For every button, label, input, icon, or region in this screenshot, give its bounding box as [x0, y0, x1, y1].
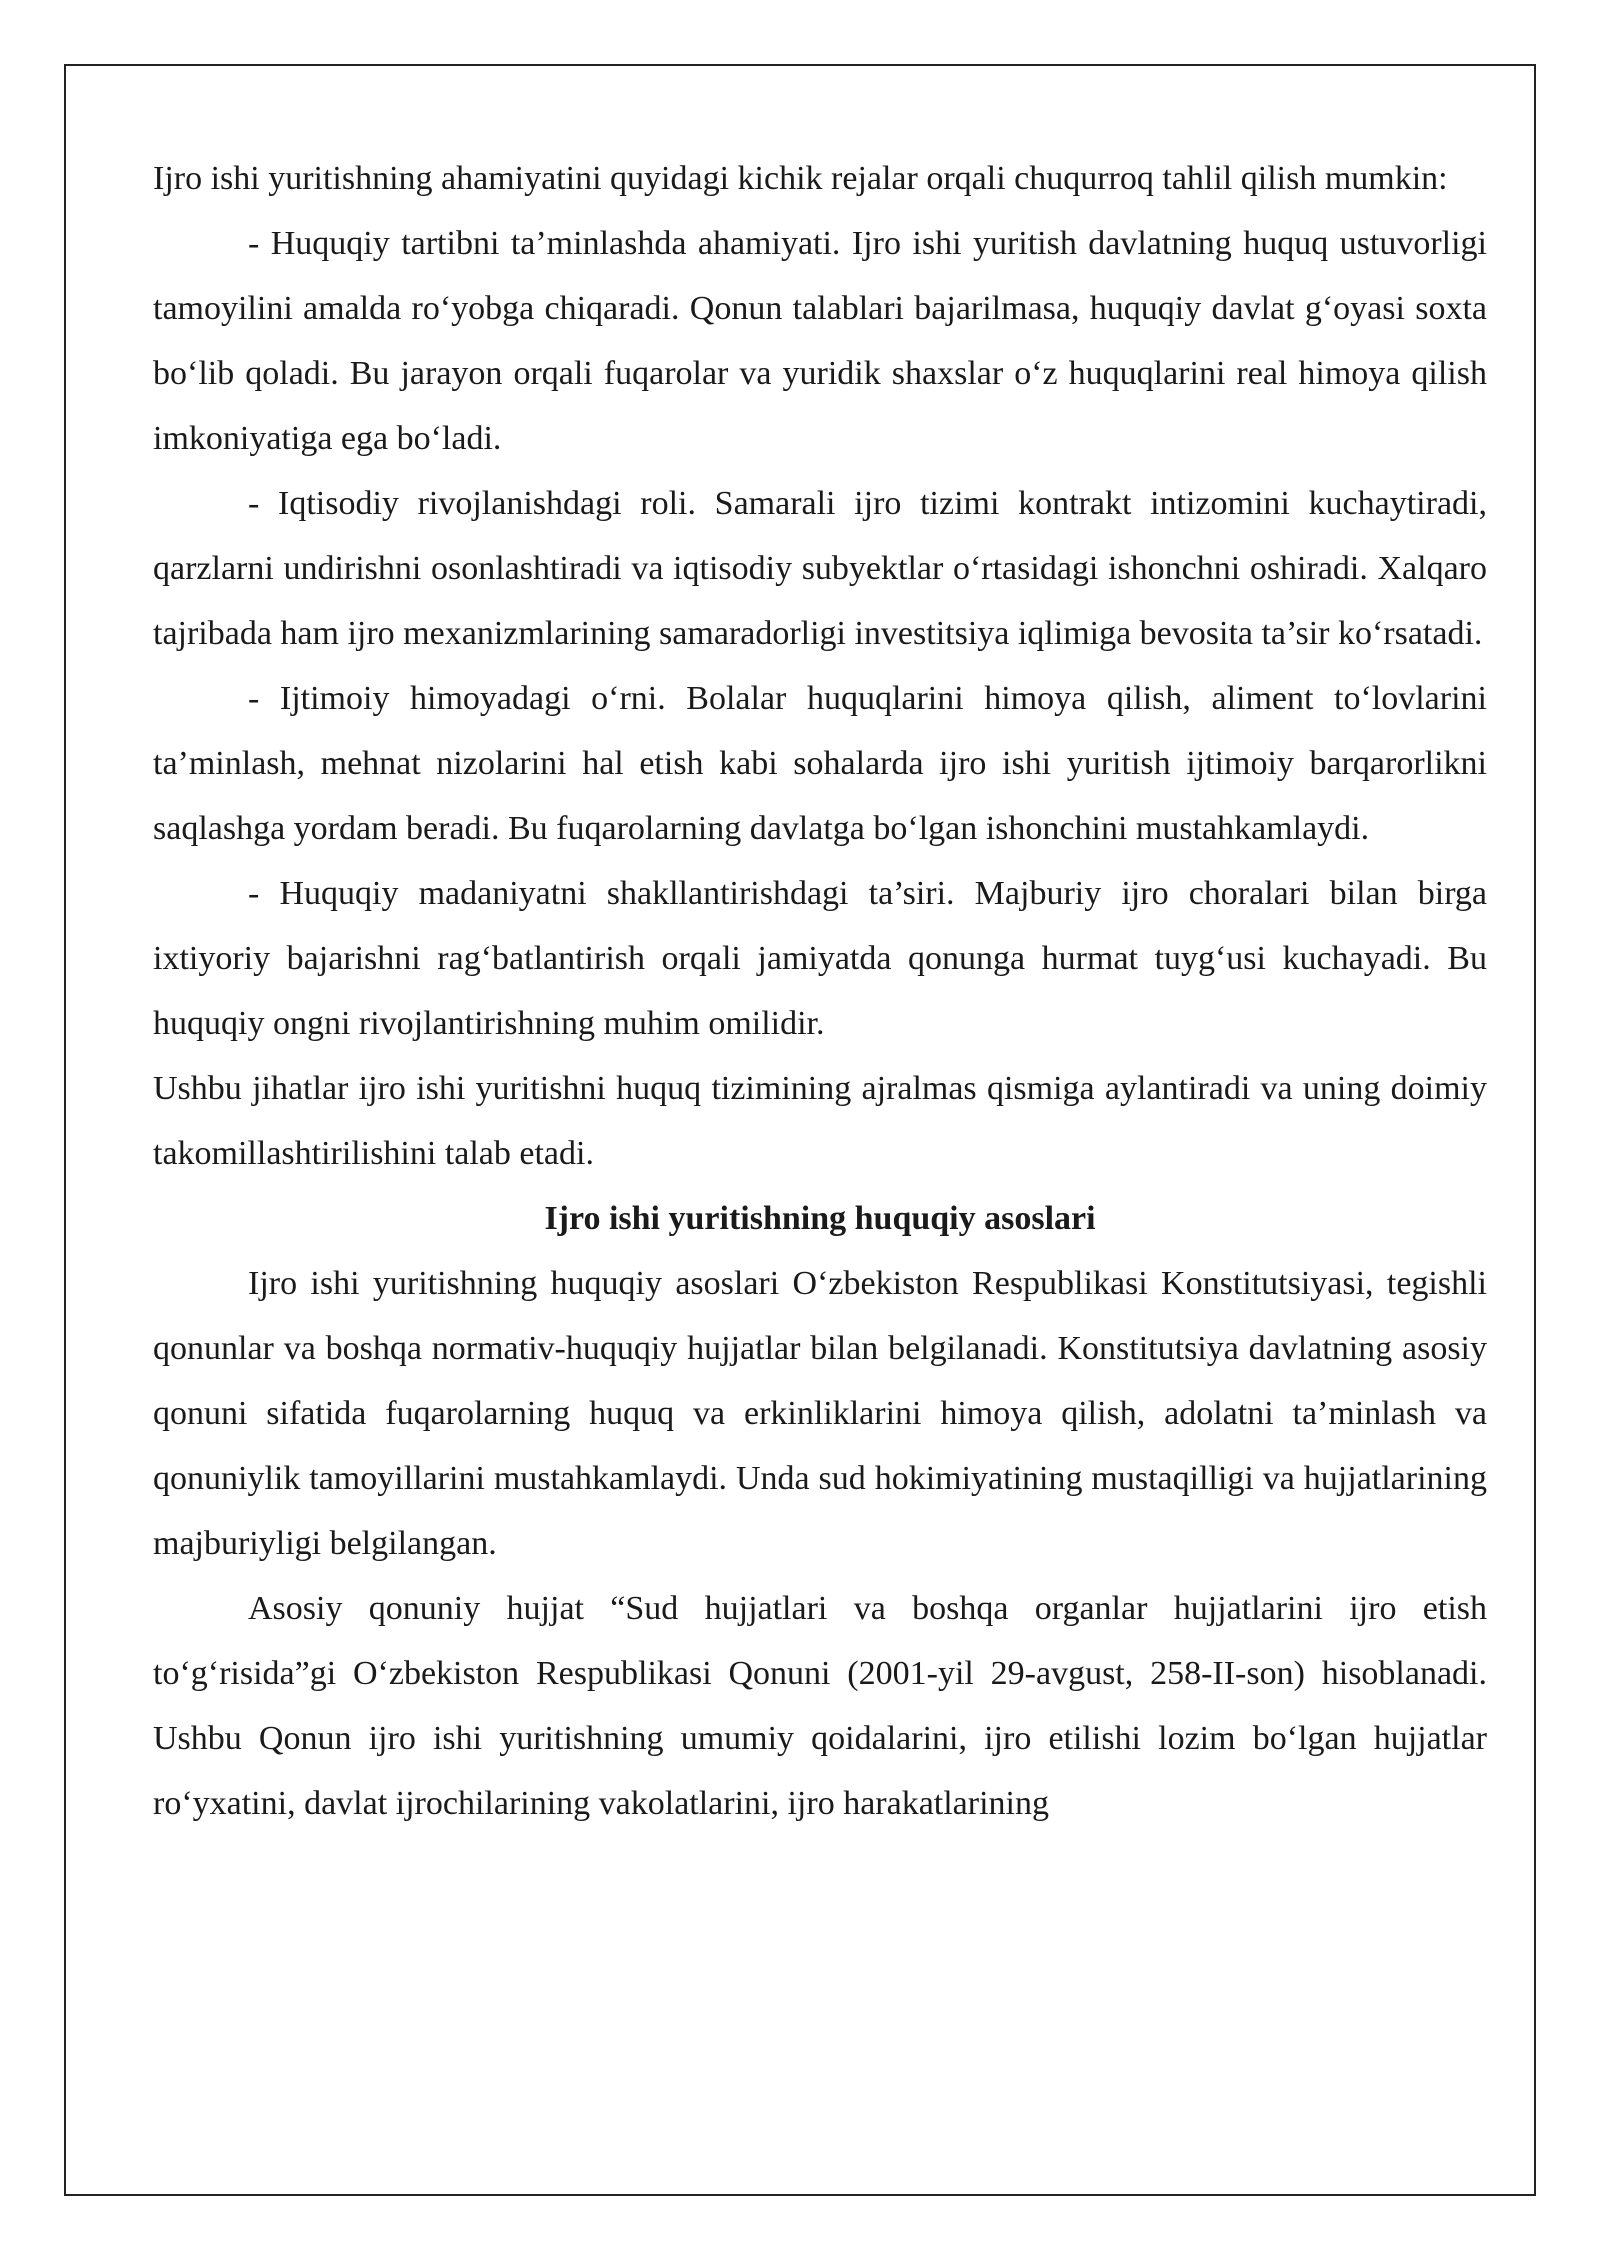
main-law-paragraph: Asosiy qonuniy hujjat “Sud hujjatlari va boshqa organlar hujjatlarini ijro etish to‘g‘risida”gi O‘zbekiston Respublikasi Qonuni (2001-yil 29-avgust, 258-II-son) hisoblanadi. Ushbu Qonun ijro ishi yuritishning umumiy qoidalarini, ijro etilishi lozim bo‘lgan hujjatlar ro‘yxatini, davlat ijrochilarining vakolatlarini, ijro harakatlarining — [153, 1590, 1487, 1822]
summary-paragraph: Ushbu jihatlar ijro ishi yuritishni huquq tizimining ajralmas qismiga aylantiradi va uning doimiy takomillashtirilishini talab etadi. — [153, 1070, 1487, 1172]
point-legal-culture: - Huquqiy madaniyatni shakllantirishdagi ta’siri. Majburiy ijro choralari bilan birga ixtiyoriy bajarishni rag‘batlantirish orqali jamiyatda qonunga hurmat tuyg‘usi kuchayadi. Bu huquqiy ongni rivojlantirishning muhim omilidir. — [153, 875, 1487, 1042]
document-body — [153, 146, 1487, 1836]
point-economic-role: - Iqtisodiy rivojlanishdagi roli. Samarali ijro tizimi kontrakt intizomini kuchaytiradi, qarzlarni undirishni osonlashtiradi va iqtisodiy subyektlar o‘rtasidagi ishonchni oshiradi. Xalqaro tajribada ham ijro mexanizmlarining samaradorligi investitsiya iqlimiga bevosita ta’sir ko‘rsatadi. — [153, 485, 1487, 652]
point-social-protection: - Ijtimoiy himoyadagi o‘rni. Bolalar huquqlarini himoya qilish, aliment to‘lovlarini ta’minlash, mehnat nizolarini hal etish kabi sohalarda ijro ishi yuritish ijtimoiy barqarorlikni saqlashga yordam beradi. Bu fuqarolarning davlatga bo‘lgan ishonchini mustahkamlaydi. — [153, 680, 1487, 847]
section-heading: Ijro ishi yuritishning huquqiy asoslari — [544, 1200, 1096, 1237]
point-legal-order: - Huquqiy tartibni ta’minlashda ahamiyati. Ijro ishi yuritish davlatning huquq ustuvorligi tamoyilini amalda ro‘yobga chiqaradi. Qonun talablari bajarilmasa, huquqiy davlat g‘oyasi soxta bo‘lib qoladi. Bu jarayon orqali fuqarolar va yuridik shaxslar o‘z huquqlarini real himoya qilish imkoniyatiga ega bo‘ladi. — [153, 225, 1487, 457]
legal-basis-paragraph: Ijro ishi yuritishning huquqiy asoslari O‘zbekiston Respublikasi Konstitutsiyasi, tegishli qonunlar va boshqa normativ-huquqiy hujjatlar bilan belgilanadi. Konstitutsiya davlatning asosiy qonuni sifatida fuqarolarning huquq va erkinliklarini himoya qilish, adolatni ta’minlash va qonuniylik tamoyillarini mustahkamlaydi. Unda sud hokimiyatining mustaqilligi va hujjatlarining majburiyligi belgilangan. — [153, 1265, 1487, 1562]
intro-paragraph: Ijro ishi yuritishning ahamiyatini quyidagi kichik rejalar orqali chuqurroq tahlil qilish mumkin: — [153, 160, 1448, 197]
